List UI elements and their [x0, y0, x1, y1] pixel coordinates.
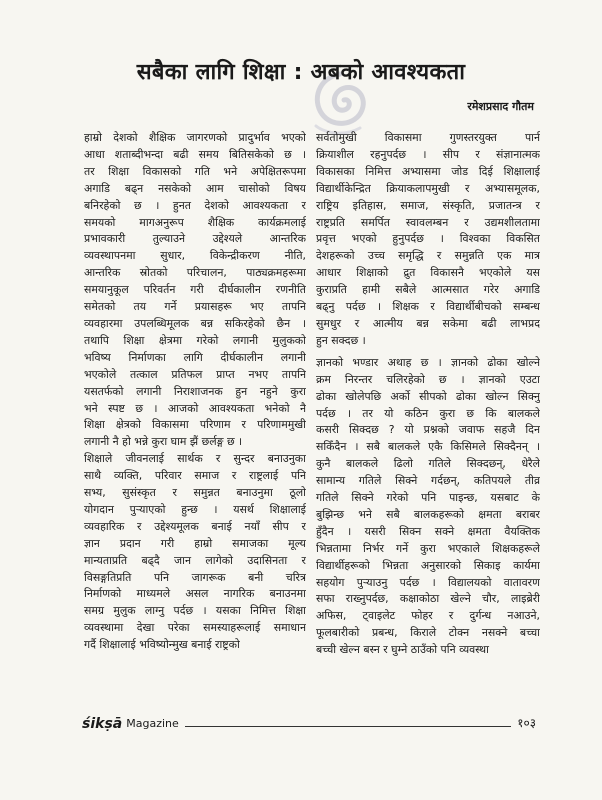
article-author: रमेशप्रसाद गौतम: [467, 100, 534, 113]
text-line: लगानी नै हो भन्ने कुरा घाम झैं छर्लङ्ग छ ।: [84, 435, 243, 449]
text-line: भविष्य निर्माणका लागि दीर्घकालीन लगानी: [84, 350, 306, 364]
text-line: राष्ट्रप्रति समर्पित स्वावलम्बन र उद्यमशीलतामा: [316, 215, 540, 229]
text-line: समग्र मुलुक लाग्नु पर्दछ । यसका निमित्त शिक्षा: [84, 604, 306, 618]
text-line: बढ्नु पर्दछ । शिक्षक र विद्यार्थीबीचको सम्बन्ध: [316, 300, 540, 314]
text-line: ज्ञानको भण्डार अथाह छ । ज्ञानको ढोका खोल्ने: [316, 355, 540, 369]
text-line: तर शिक्षा विकासको गति भने अपेक्षितरूपमा: [84, 164, 306, 178]
text-line: व्यवस्थामा देखा परेका समस्याहरूलाई समाधान: [84, 621, 306, 635]
text-line: तथापि शिक्षा क्षेत्रमा गरेको लगानी मुलुकको: [84, 333, 306, 347]
text-line: सकिँदैन । सबै बालकले एकै किसिमले सिक्दैनन् ।: [316, 440, 540, 454]
text-line: आधा शताब्दीभन्दा बढी समय बितिसकेको छ ।: [84, 147, 306, 161]
text-line: क्रियाशील रहनुपर्दछ । सीप र संज्ञानात्मक: [316, 147, 540, 161]
text-line: सर्वतोमुखी विकासमा गुणस्तरयुक्त पार्न: [316, 131, 540, 144]
text-line: विद्यार्थीहरूको भिन्नता अनुसारको सिकाइ कार्यमा: [316, 558, 540, 572]
text-line: बच्ची खेल्न बस्न र घुम्ने ठाउँको पनि व्यवस्था: [316, 643, 489, 657]
text-line: समयानुकूल परिवर्तन गरी दीर्घकालीन रणनीति: [84, 283, 306, 297]
left-text-column: [84, 130, 306, 654]
text-line: ज्ञान प्रदान गरी हाम्रो समाजका मूल्य: [84, 536, 306, 550]
text-line: कुनै बालकले ढिलो गतिले सिक्दछन्, धेरैले: [316, 457, 540, 471]
text-line: समयको मागअनुरूप शैक्षिक कार्यक्रमलाई: [84, 215, 306, 229]
text-line: मान्यताप्रति बढ्दै जान लागेको उदासिनता र: [84, 553, 306, 567]
text-line: हुन सक्दछ ।: [316, 333, 366, 347]
text-line: फूलबारीको प्रबन्ध, किराले टोक्न नसक्ने बच्चा: [316, 626, 540, 640]
text-line: भएकोले तत्काल प्रतिफल प्राप्त नभए तापनि: [84, 367, 306, 381]
text-line: कसरी सिक्दछ ? यो प्रश्नको जवाफ सहजै दिन: [316, 423, 540, 437]
text-line: सफा राख्नुपर्दछ, कक्षाकोठा खेल्ने चौर, लाइब्रेरी: [316, 592, 540, 606]
text-line: हाम्रो देशको शैक्षिक जागरणको प्रादुर्भाव भएको: [84, 131, 306, 144]
text-line: निर्माणको माध्यमले असल नागरिक बनाउनमा: [84, 587, 306, 601]
footer-rule: [185, 726, 512, 727]
article-title: सबैका लागि शिक्षा : अबको आवश्यकता: [136, 60, 466, 85]
text-line: बनिरहेको छ । हुनत देशको आवश्यकता र: [84, 198, 306, 212]
text-line: विद्यार्थीकेन्द्रित क्रियाकलापमुखी र अभ्यासमूलक,: [316, 181, 540, 195]
text-line: ढोका खोलेपछि अर्को सीपको ढोका खोल्न सिक्नु: [316, 389, 540, 403]
text-line: विकासका निमित्त अभ्यासमा जोड दिई शिक्षालाई: [316, 164, 540, 178]
text-line: समेतको तय गर्ने प्रयासहरू भए तापनि: [84, 300, 306, 314]
text-line: योगदान पुऱ्याएको हुन्छ । यसर्थ शिक्षालाई: [84, 502, 306, 516]
text-line: भने स्पष्ट छ । आजको आवश्यकता भनेको नै: [84, 401, 306, 415]
text-line: कुराप्रति हामी सबैले आत्मसात गरेर अगाडि: [316, 283, 540, 297]
page-number: १०३: [517, 716, 536, 730]
text-line: आधार शिक्षाको द्रुत विकासनै भएकोले यस: [316, 266, 540, 280]
text-line: गर्दै शिक्षालाई भविष्योन्मुख बनाई राष्ट्रको: [84, 638, 240, 652]
text-line: सुमधुर र आत्मीय बन्न सकेमा बढी लाभप्रद: [316, 316, 540, 330]
text-line: सामान्य गतिले सिक्ने गर्दछन्, कतिपयले तीव्र: [316, 474, 540, 488]
text-line: प्रभावकारी तुल्याउने उद्देश्यले आन्तरिक: [84, 232, 306, 246]
text-line: व्यवस्थापनमा सुधार, विकेन्द्रीकरण नीति,: [84, 249, 306, 263]
text-line: राष्ट्रिय इतिहास, समाज, संस्कृति, प्रजातन्त्र र: [316, 198, 540, 212]
text-line: यसतर्फको लगानी निराशाजनक हुन नहुने कुरा: [84, 384, 306, 398]
text-line: गतिले सिक्ने गरेको पनि पाइन्छ, यसबाट के: [316, 491, 540, 505]
magazine-brand: śikṣā: [82, 716, 123, 732]
text-line: प्रवृत्त भएको हुनुपर्दछ । विश्वका विकसित: [316, 232, 540, 246]
text-line: पर्दछ । तर यो कठिन कुरा छ कि बालकले: [316, 406, 540, 420]
text-line: व्यवहारिक र उद्देश्यमूलक बनाई नयाँ सीप र: [84, 519, 306, 533]
text-line: शिक्षाले जीवनलाई सार्थक र सुन्दर बनाउनुका: [84, 452, 306, 466]
page-footer: [82, 712, 536, 732]
text-line: शिक्षा क्षेत्रको विकासमा परिणाम र परिणाममुखी: [84, 418, 306, 432]
text-line: व्यवहारमा उपलब्धिमूलक बन्न सकिरहेको छैन ।: [84, 316, 306, 330]
magazine-label: Magazine: [126, 717, 179, 730]
text-line: साथै व्यक्ति, परिवार समाज र राष्ट्रलाई पनि: [84, 469, 306, 483]
text-line: बुझिन्छ भने सबै बालकहरूको क्षमता बराबर: [316, 507, 540, 521]
text-line: हुँदैन । यसरी सिक्न सक्ने क्षमता वैयक्तिक: [316, 524, 540, 538]
text-line: अफिस, ट्वाइलेट फोहर र दुर्गन्ध नआउने,: [316, 609, 540, 623]
right-text-column: [316, 130, 540, 659]
text-line: भिन्नतामा निर्भर गर्ने कुरा भएकाले शिक्षकहरूले: [316, 541, 540, 555]
text-line: क्रम निरन्तर चलिरहेको छ । ज्ञानको एउटा: [316, 372, 540, 386]
text-line: अगाडि बढ्न नसकेको आम चासोको विषय: [84, 181, 306, 195]
text-line: आन्तरिक स्रोतको परिचालन, पाठ्यक्रमहरूमा: [84, 266, 306, 280]
text-line: विसङ्गतिप्रति पनि जागरूक बनी चरित्र: [84, 570, 306, 584]
text-line: सहयोग पुऱ्याउनु पर्दछ । विद्यालयको वातावरण: [316, 575, 540, 589]
text-line: सभ्य, सुसंस्कृत र समुन्नत बनाउनुमा ठूलो: [84, 486, 306, 500]
text-line: देशहरूको उच्च समृद्धि र समुन्नति एक मात्र: [316, 249, 540, 263]
